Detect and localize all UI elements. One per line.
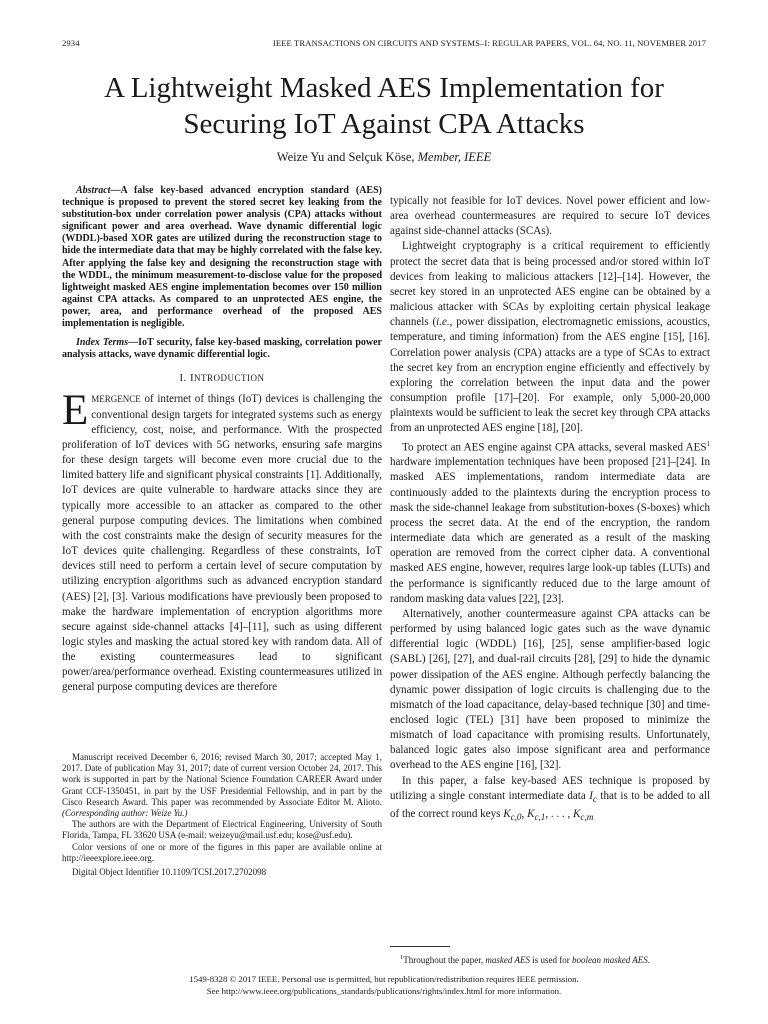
section-heading-introduction: I. INTRODUCTION [179, 372, 265, 385]
index-terms-text: IoT security, false key-based masking, correlation power analysis attacks, wave dynamic differential logic. [62, 337, 382, 361]
title-line-2: Securing IoT Against CPA Attacks [183, 108, 585, 140]
journal-header: IEEE TRANSACTIONS ON CIRCUITS AND SYSTEMS–I: REGULAR PAPERS, VOL. 64, NO. 11, NOVEMBER 2017 [272, 38, 706, 48]
index-terms [62, 337, 382, 361]
copyright-line-1: 1549-8328 © 2017 IEEE. Personal use is permitted, but republication/redistribution requires IEEE permission. [189, 974, 579, 984]
paper-title [40, 70, 728, 142]
title-line-1: A Lightweight Masked AES Implementation for [104, 72, 664, 104]
right-paragraph-3: To protect an AES engine against CPA attacks, several masked AES$^1$ hardware implementation techniques have been proposed [21]–[24]. In masked AES implementations, random intermediate data are continuously added to the plaintexts during the encryption process to mask the side-channel leakage from substitution-boxes (S-boxes) which process the secret data. At the end of the encryption, the random intermediate data which are generated as a result of the masking operation are removed from the correct cipher data. A conventional masked AES engine, however, requires large look-up tables (LUTs) and the performance is significantly reduced due to the large amount of random masking data values [22], [23]. [390, 439, 710, 605]
abstract-label: Abstract— [76, 185, 121, 196]
author-line [40, 150, 728, 165]
intro-lead-word: MERGENCE [91, 394, 141, 405]
copyright-line-2: See http://www.ieee.org/publications_standards/publications/rights/index.html for more information. [206, 985, 562, 996]
right-paragraph-5: In this paper, a false key-based AES technique is proposed by utilizing a single constant intermediate data $I_c$ that is to be added to all of the correct round keys $K_{c,0}$, $K_{c,1}$, . . . , $K_{c,m}$ [390, 774, 711, 823]
first-page-footnotes [62, 752, 382, 878]
author-affiliation: The authors are with the Department of Electrical Engineering, University of South Florida, Tampa, FL 33620 USA (e-mail: weizeyu@mail.usf.edu; kose@usf.edu). [62, 819, 382, 841]
footnote-1: $^1$Throughout the paper, masked AES is used for boolean masked AES. [400, 954, 651, 965]
right-paragraph-1: typically not feasible for IoT devices. Novel power efficient and low-area overhead countermeasures are required to secure IoT devices against side-channel attacks (SCAs). [390, 195, 710, 238]
manuscript-history: Manuscript received December 6, 2016; revised March 30, 2017; accepted May 1, 2017. Date of publication May 31, 2017; date of current version October 24, 2017. This work is supported in part by the National Science Foundation CAREER Award under Grant CCF-1350451, in part by the USF Presidential Fellowship, and in part by the Cisco Research Award. This paper was recommended by Associate Editor M. Alioto. (Corresponding author: Weize Yu.) [62, 752, 382, 819]
right-column [390, 194, 710, 825]
left-column [62, 185, 382, 696]
author-names: Weize Yu and Selçuk Köse, [276, 150, 415, 164]
intro-paragraph-1: EMERGENCE of internet of things (IoT) devices is challenging the conventional design targets for integrated systems such as energy efficiency, cost, noise, and performance. With the prospected proliferation of IoT devices with 5G networks, ensuring safe margins for these design targets will become even more crucial due to the limited battery life and significant physical constraints [1]. Additionally, IoT devices are quite vulnerable to hardware attacks since they are typically more accessible to an attacker as compared to the other general purpose computing devices. The limitations when combined with the cost constraints make the design of security measures for the IoT devices quite challenging. Regardless of these constraints, IoT devices still need to perform a certain level of secure computation by utilizing encryption algorithms such as advanced encryption standard (AES) [2], [3]. Various modifications have previously been proposed to make the hardware implementation of encryption algorithms more secure against side-channel attacks [4]–[11], such as using different logic styles and masking the actual stored key with random data. All of the existing countermeasures lead to significant power/area/performance overhead. Existing countermeasures utilized in general purpose computing devices are therefore [62, 387, 382, 694]
right-paragraph-4: Alternatively, another countermeasure against CPA attacks can be performed by using balanced logic gates such as the wave dynamic differential logic (WDDL) [16], [25], sense amplifier-based logic (SABL) [26], [27], and dual-rail circuits [28], [29] to hide the dynamic power dissipation of the AES engine. Although perfectly balancing the dynamic power dissipation of logic circuits is challenging due to the mismatch of the load capacitance, delay-based technique [30] and time-enclosed logic (TEL) [31] have been proposed to minimize the mismatch of load capacitance with promising results. Unfortunately, balanced logic gates also impose significant area and performance overhead to the AES engine [16], [32]. [390, 607, 710, 772]
abstract-text: A false key-based advanced encryption standard (AES) technique is proposed to prevent the stored secret key leaking from the substitution-box under correlation power analysis (CPA) attacks without significant power and area overhead. Wave dynamic differential logic (WDDL)-based XOR gates are utilized during the reconstruction stage to hide the intermediate data that may be highly correlated with the false key. After applying the false key and designing the reconstruction stage with the WDDL, the minimum measurement-to-disclose value for the proposed lightweight masked AES engine implementation becomes over 150 million against CPA attacks. As compared to an unprotected AES engine, the power, area, and performance overhead of the proposed AES implementation is negligible. [62, 185, 382, 330]
drop-cap: E [62, 387, 89, 435]
author-membership: Member, IEEE [417, 150, 492, 164]
abstract [62, 185, 382, 330]
doi: Digital Object Identifier 10.1109/TCSI.2017.2702098 [72, 867, 267, 878]
page-number: 2934 [62, 38, 80, 48]
index-terms-label: Index Terms— [76, 337, 139, 349]
right-paragraph-2: Lightweight cryptography is a critical requirement to efficiently protect the secret data that is being processed and/or stored within IoT devices from leaking to malicious attackers [12]–[14]. However, the secret key stored in an unprotected AES engine can be obtained by a malicious attacker with SCAs by exploiting certain physical leakage channels (i.e., power dissipation, electromagnetic emissions, acoustics, temperature, and timing information) from the AES engine [15], [16]. Correlation power analysis (CPA) attacks are a type of SCAs to extract the secret key from an encryption engine efficiently and effectively by exploring the correlation between the input data and the power consumption profile [17]–[20]. For example, only 5,000-20,000 plaintexts would be sufficient to leak the secret key through CPA attacks from an unprotected AES engine [18], [20]. [390, 240, 710, 435]
footnote-rule [390, 946, 450, 947]
footnote-mark: 1 [706, 439, 710, 448]
copyright-notice [62, 974, 706, 997]
color-versions-note: Color versions of one or more of the figures in this paper are available online at http://ieeexplore.ieee.org. [62, 841, 382, 863]
